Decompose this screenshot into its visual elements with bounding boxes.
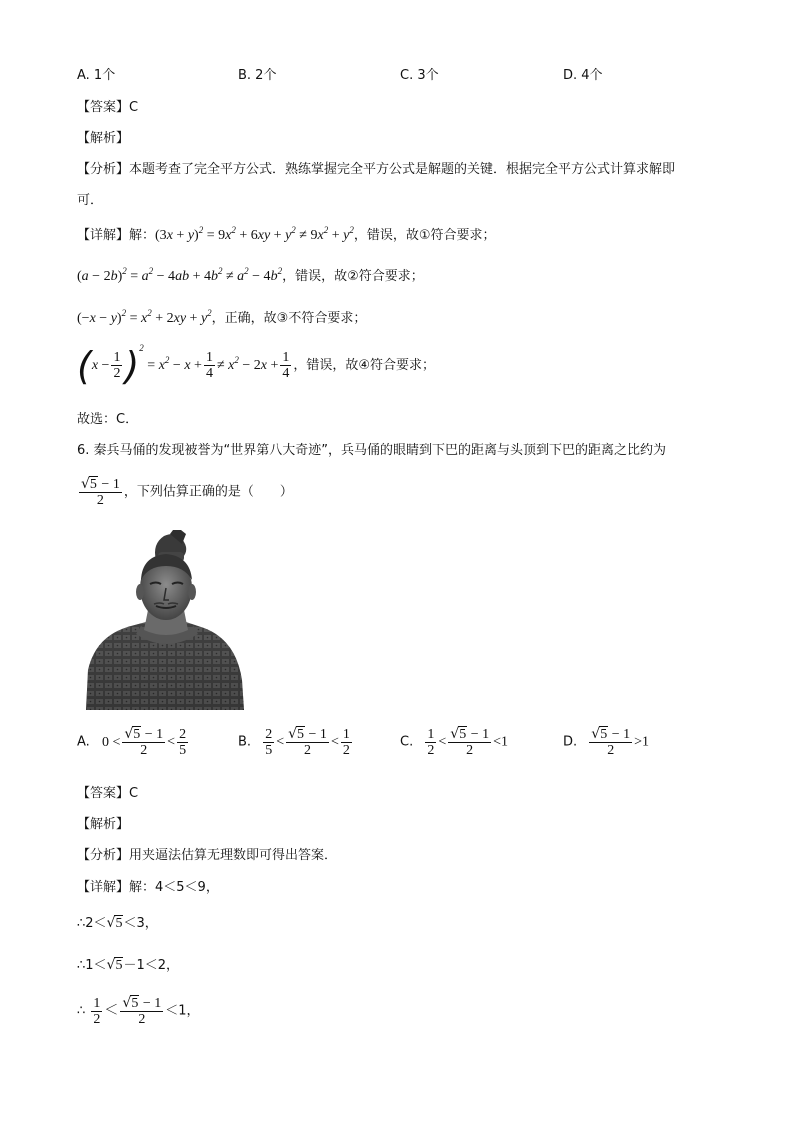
q6-option-a-label: A. <box>77 734 90 750</box>
q6-step-3a: ∴1＜ <box>77 958 107 973</box>
q6-step-2b: ＜3， <box>123 916 158 931</box>
q6-option-d-label: D. <box>563 734 578 750</box>
q6-option-b-label: B. <box>238 734 252 750</box>
q5-option-c: C. 3个 <box>400 68 439 83</box>
q6-option-c: C. $\frac{1}{2}$ < $\frac{√5 - 1}{2}$ <1 <box>400 726 508 758</box>
q6-stem-tail: ，下列估算正确的是（ ） <box>123 484 293 500</box>
q5-detail-prefix: 【详解】解： <box>77 228 156 243</box>
q5-analysis-label: 【解析】 <box>77 131 130 146</box>
q6-option-d: D. $\frac{√5 - 1}{2}$ >1 <box>563 726 650 758</box>
q5-detail-4-comment: ，错误，故④符合要求； <box>293 358 436 373</box>
q6-step-2 <box>77 912 158 932</box>
q5-detail-line1 <box>77 224 495 244</box>
q5-option-a: A. 1个 <box>77 68 116 83</box>
q6-step-4: ∴ $\frac{1}{2}$ ＜ $\frac{√5 - 1}{2}$ ＜1， <box>77 995 200 1027</box>
q5-option-d: D. 4个 <box>563 68 603 83</box>
terracotta-warrior-photo <box>86 530 244 710</box>
sqrt5-3: √5 <box>106 957 123 973</box>
q5-formula-3: $(-x - y)^2 = x^2 + 2xy + y^2$ <box>77 308 212 326</box>
q5-detail-3-comment: ，正确，故③不符合要求； <box>211 311 367 326</box>
q5-detail-line4 <box>77 343 436 388</box>
q6-stem-line2 <box>77 476 293 508</box>
q6-step-4b: ＜1， <box>165 1003 200 1019</box>
q6-stem-line1: 6. 秦兵马俑的发现被誉为“世界第八大奇迹”，兵马俑的眼睛到下巴的距离与头顶到下巴的距离之比约为 <box>77 443 667 458</box>
q5-formula-4: (x − $\frac{1}{2}$ )$^2 = x^2 - x$ + $\frac{1}{4}$ ≠ $x^2 - 2x$ + $\frac{1}{4}$ <box>77 343 290 388</box>
sqrt5-2: √5 <box>106 915 123 931</box>
q6-detail-line1 <box>77 876 219 895</box>
q6-step-2a: ∴2＜ <box>77 916 107 931</box>
q5-detail-2-comment: ，错误，故②符合要求； <box>282 269 424 284</box>
q6-option-b: B. $\frac{2}{5}$ < $\frac{√5 - 1}{2}$ < $\frac{1}{2}$ <box>238 726 350 758</box>
q6-answer: 【答案】C <box>77 786 139 801</box>
q6-fenxi: 【分析】用夹逼法估算无理数即可得出答案． <box>77 848 338 863</box>
q5-fenxi-line2: 可． <box>77 193 104 208</box>
q6-analysis-label: 【解析】 <box>77 817 130 832</box>
q6-step-4a: ∴ <box>77 1003 90 1019</box>
q6-detail-1: 4＜5＜9， <box>155 880 219 895</box>
q5-answer: 【答案】C <box>77 100 139 115</box>
q5-option-b: B. 2个 <box>238 68 277 83</box>
q5-detail-1-comment: ，错误，故①符合要求； <box>353 228 496 243</box>
q6-option-c-label: C. <box>400 734 414 750</box>
q5-conclusion: 故选：C． <box>77 412 139 427</box>
q6-step-3 <box>77 954 179 974</box>
q5-detail-line2 <box>77 265 424 285</box>
golden-ratio-fraction: $\frac{√5 - 1}{2}$ <box>81 476 120 508</box>
q5-formula-1: $(3x + y)^2 = 9x^2 + 6xy + y^2 \ne 9x^2 + y^2$ <box>155 225 354 243</box>
q5-detail-line3 <box>77 307 366 327</box>
q5-fenxi-line1: 【分析】本题考查了完全平方公式．熟练掌握完全平方公式是解题的关键．根据完全平方公式计算求解即 <box>77 162 676 177</box>
q6-option-a: A. 0 < $\frac{√5 - 1}{2}$ < $\frac{2}{5}$ <box>77 726 187 758</box>
q6-step-3b: －1＜2， <box>123 958 180 973</box>
q6-detail-prefix: 【详解】解： <box>77 880 156 895</box>
q5-formula-2: $(a - 2b)^2 = a^2 - 4ab + 4b^2 \ne a^2 - 4b^2$ <box>77 266 283 284</box>
